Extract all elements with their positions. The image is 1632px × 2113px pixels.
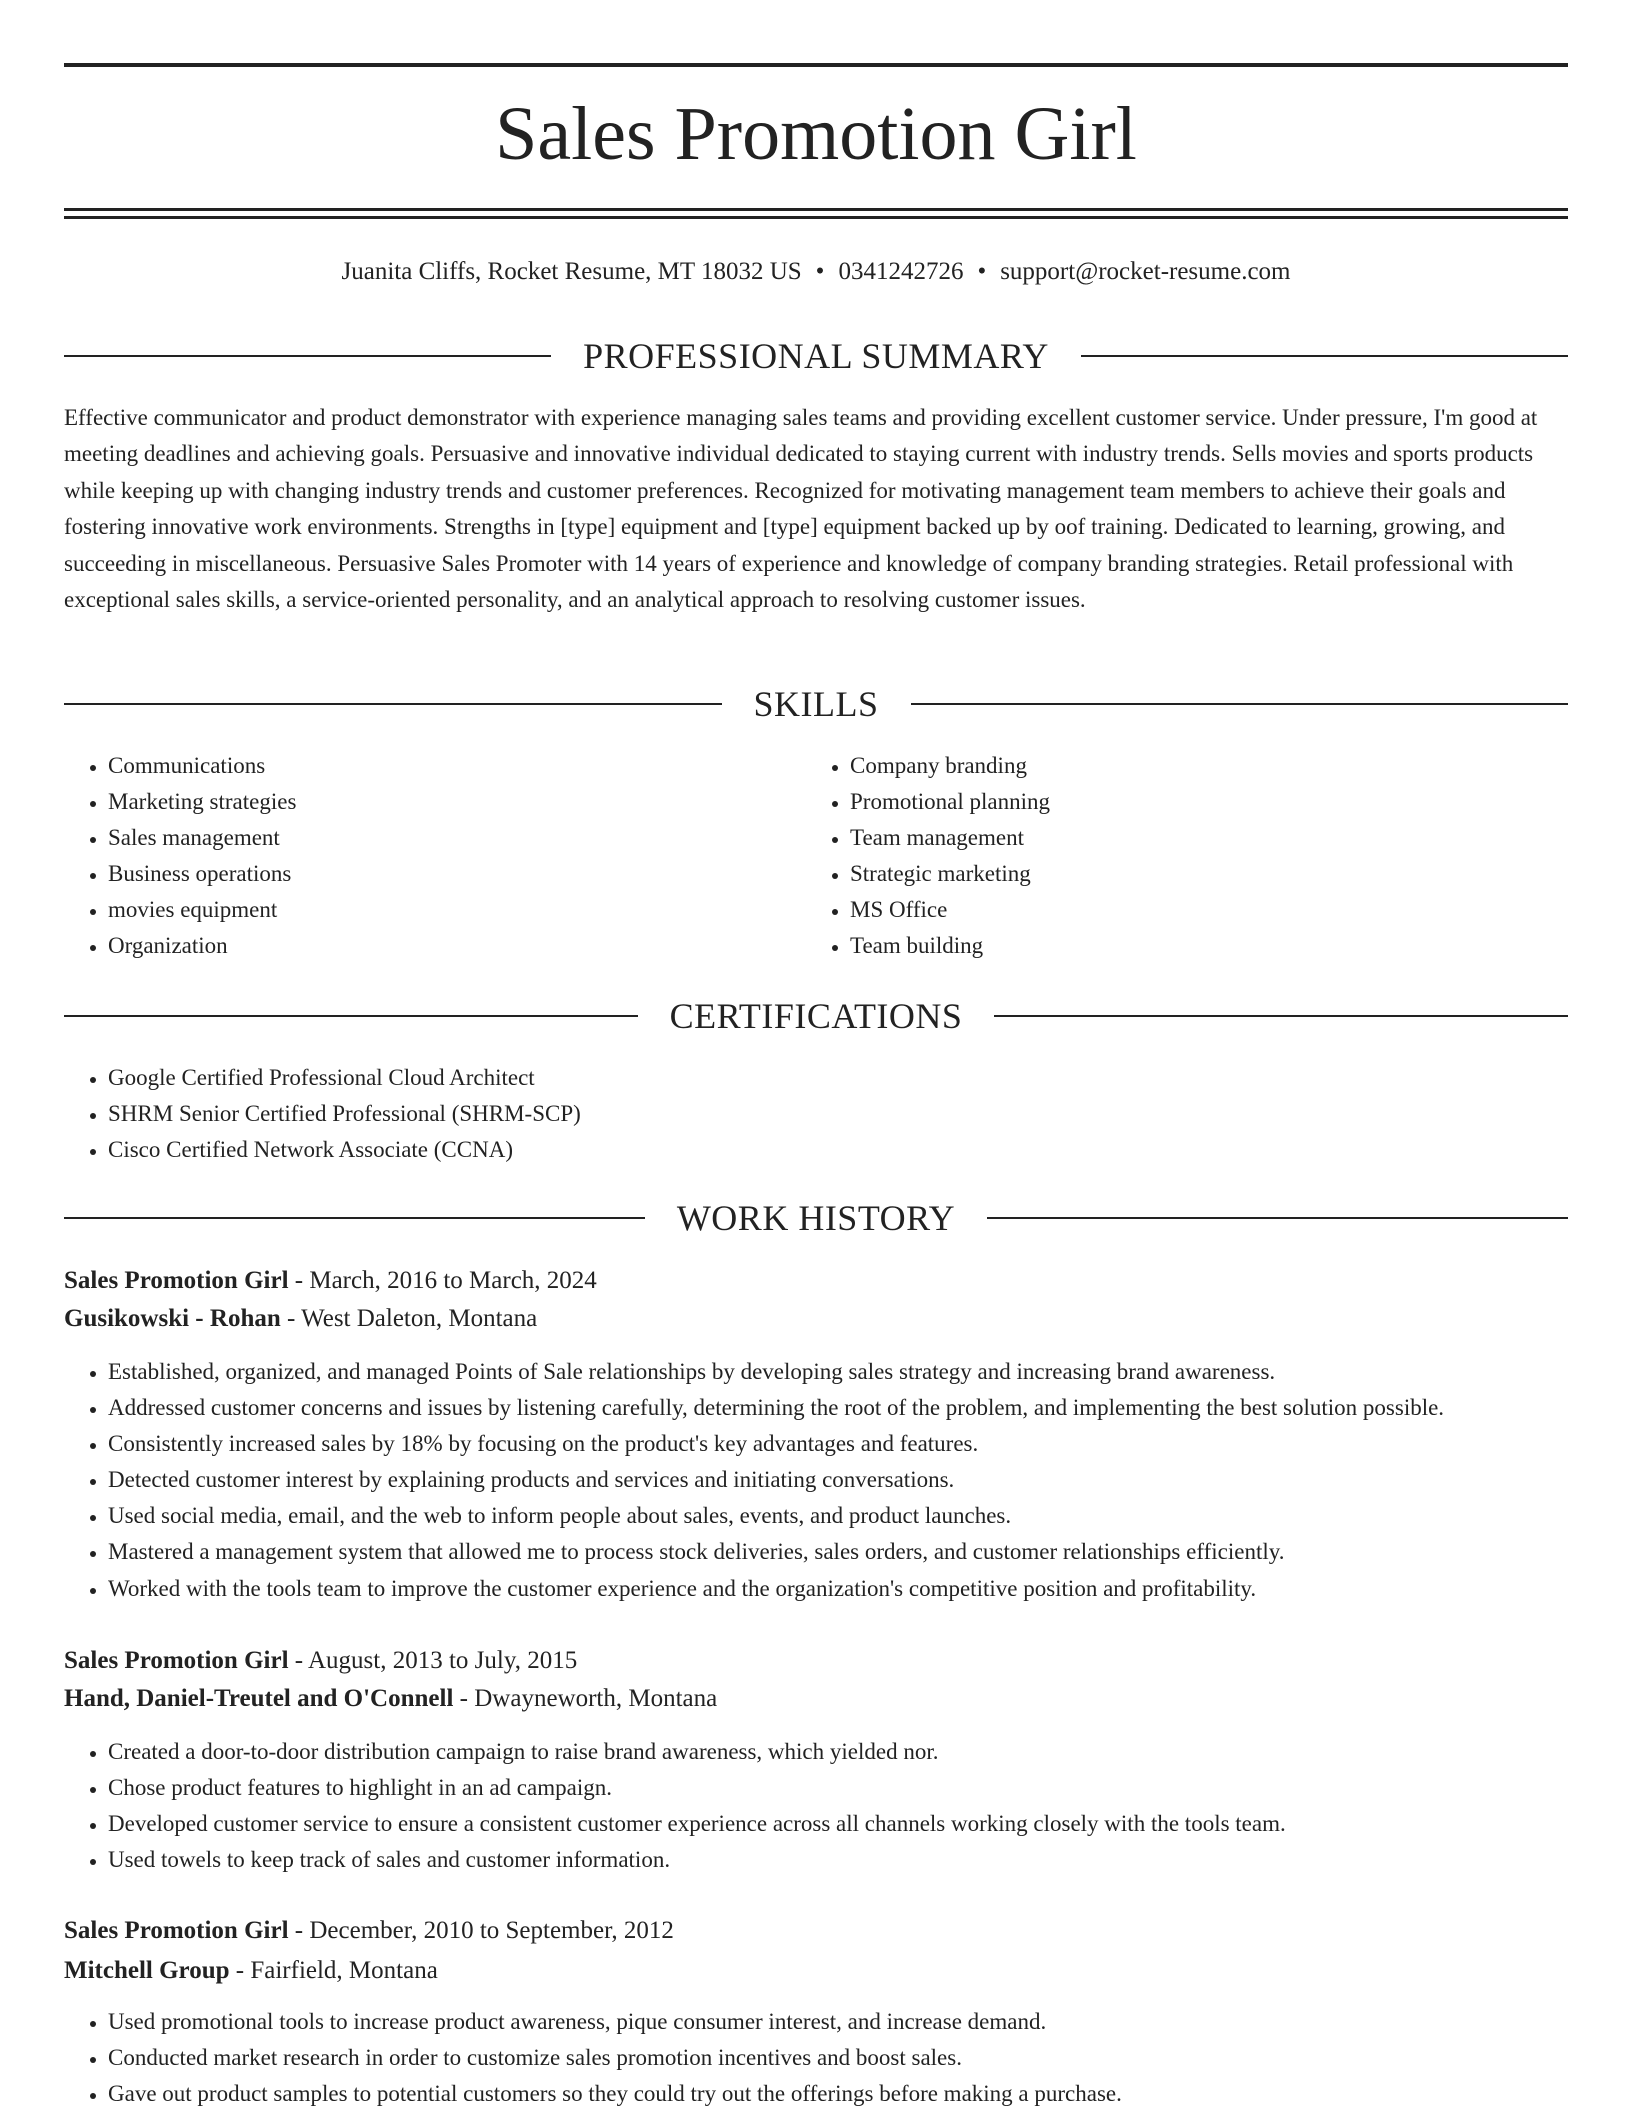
title-bottom-rule-1: [64, 208, 1568, 211]
certification-item: • SHRM Senior Certified Professional (SHRM-SCP): [108, 1096, 1568, 1132]
job-title-line: Sales Promotion Girl - August, 2013 to July, 2015: [64, 1647, 578, 1674]
heading-rule: [911, 703, 1569, 705]
heading-rule: [64, 703, 722, 705]
job-bullet: • Used promotional tools to increase product awareness, pique consumer interest, and increase demand.: [108, 2004, 1568, 2040]
title-bottom-rule-2: [64, 216, 1568, 219]
resume-title: Sales Promotion Girl: [495, 92, 1137, 176]
heading-label: CERTIFICATIONS: [669, 996, 963, 1036]
certification-item: • Cisco Certified Network Associate (CCNA): [108, 1132, 1568, 1168]
contact-separator: •: [815, 258, 825, 285]
job-bullet: • Mastered a management system that allowed me to process stock deliveries, sales orders, and customer relationships efficiently.: [108, 1534, 1568, 1570]
skill-item: • MS Office: [850, 892, 1568, 928]
skill-item: • Strategic marketing: [850, 856, 1568, 892]
heading-rule: [987, 1217, 1568, 1219]
skills-column-right: [806, 748, 1568, 964]
job-bullet: • Worked with the tools team to improve the customer experience and the organization's competitive position and profitability.: [108, 1570, 1568, 1608]
heading-rule: [64, 355, 551, 357]
job-bullet: • Consistently increased sales by 18% by focusing on the product's key advantages and features.: [108, 1426, 1568, 1462]
job-bullet: • Established, organized, and managed Points of Sale relationships by developing sales strategy and increasing brand awareness.: [108, 1354, 1568, 1390]
job-bullet: • Developed customer service to ensure a consistent customer experience across all channels working closely with the tools team.: [108, 1806, 1568, 1842]
summary-text: Effective communicator and product demonstrator with experience managing sales teams and providing excellent customer service. Under pressure, I'm good at meeting deadlines and achieving goals. Persuasive and innovative individual dedicated to staying current with industry trends. Sells movies and sports products while keeping up with changing industry trends and customer preferences. Recognized for motivating management team members to achieve their goals and fostering innovative work environments. Strengths in [type] equipment and [type] equipment backed up by oof training. Dedicated to learning, growing, and succeeding in miscellaneous. Persuasive Sales Promoter with 14 years of experience and knowledge of company branding strategies. Retail professional with exceptional sales skills, a service-oriented personality, and an analytical approach to resolving customer issues.: [64, 405, 1538, 613]
certifications-list: [64, 1060, 1568, 1168]
contact-email: support@rocket-resume.com: [1000, 258, 1291, 285]
job-bullet: • Chose product features to highlight in an ad campaign.: [108, 1770, 1568, 1806]
job-dates: March, 2016 to March, 2024: [309, 1267, 597, 1294]
job-bullet: • Created a door-to-door distribution campaign to raise brand awareness, which yielded nor.: [108, 1734, 1568, 1770]
job-bullets: [64, 1734, 1568, 1878]
job-bullets: [64, 2004, 1568, 2112]
job-bullet: • Used towels to keep track of sales and customer information.: [108, 1842, 1568, 1878]
heading-rule: [64, 1015, 638, 1017]
heading-label: PROFESSIONAL SUMMARY: [583, 336, 1049, 376]
contact-separator: •: [977, 258, 987, 285]
section-heading-skills: [64, 682, 1568, 726]
skills-column-left: [64, 748, 806, 964]
section-heading-summary: [64, 334, 1568, 378]
skill-item: • Promotional planning: [850, 784, 1568, 820]
job-dates: August, 2013 to July, 2015: [307, 1647, 578, 1674]
job-company-line: Hand, Daniel-Treutel and O'Connell - Dwayneworth, Montana: [64, 1685, 718, 1712]
section-heading-certifications: [64, 994, 1568, 1038]
title-top-rule: [64, 63, 1568, 67]
skill-item: • Team building: [850, 928, 1568, 964]
skill-item: • Communications: [108, 748, 806, 784]
job-bullets: [64, 1354, 1568, 1608]
job-company: Hand, Daniel-Treutel and O'Connell: [64, 1685, 454, 1712]
contact-address: Juanita Cliffs, Rocket Resume, MT 18032 US: [341, 258, 802, 285]
job-bullet: • Gave out product samples to potential customers so they could try out the offerings before making a purchase.: [108, 2076, 1568, 2112]
job-bullet: • Detected customer interest by explaining products and services and initiating conversations.: [108, 1462, 1568, 1498]
certification-item: • Google Certified Professional Cloud Architect: [108, 1060, 1568, 1096]
job-company-line: Mitchell Group - Fairfield, Montana: [64, 1957, 438, 1984]
skill-item: • Marketing strategies: [108, 784, 806, 820]
job-title: Sales Promotion Girl: [64, 1917, 289, 1944]
skill-item: • Organization: [108, 928, 806, 964]
contact-line: [64, 254, 1568, 290]
job-company: Mitchell Group: [64, 1957, 230, 1984]
job-bullet: • Conducted market research in order to customize sales promotion incentives and boost sales.: [108, 2040, 1568, 2076]
job-title: Sales Promotion Girl: [64, 1647, 289, 1674]
job-company: Gusikowski - Rohan: [64, 1305, 281, 1332]
skill-item: • Business operations: [108, 856, 806, 892]
job-location: West Daleton, Montana: [301, 1305, 538, 1332]
skill-item: • Company branding: [850, 748, 1568, 784]
job-title: Sales Promotion Girl: [64, 1267, 289, 1294]
job-bullet: • Addressed customer concerns and issues by listening carefully, determining the root of the problem, and implementing the best solution possible.: [108, 1390, 1568, 1426]
job-company-line: Gusikowski - Rohan - West Daleton, Montana: [64, 1305, 538, 1332]
skill-item: • Sales management: [108, 820, 806, 856]
job-dates: December, 2010 to September, 2012: [309, 1917, 674, 1944]
heading-rule: [1081, 355, 1568, 357]
heading-label: WORK HISTORY: [676, 1198, 956, 1238]
job-title-line: Sales Promotion Girl - March, 2016 to March, 2024: [64, 1267, 597, 1294]
heading-rule: [64, 1217, 645, 1219]
contact-phone: 0341242726: [838, 258, 964, 285]
skill-item: • Team management: [850, 820, 1568, 856]
job-bullet: • Used social media, email, and the web to inform people about sales, events, and product launches.: [108, 1498, 1568, 1534]
heading-label: SKILLS: [753, 684, 879, 724]
job-location: Fairfield, Montana: [250, 1957, 438, 1984]
job-title-line: Sales Promotion Girl - December, 2010 to September, 2012: [64, 1917, 674, 1944]
section-heading-work-history: [64, 1196, 1568, 1240]
heading-rule: [994, 1015, 1568, 1017]
skill-item: • movies equipment: [108, 892, 806, 928]
job-location: Dwayneworth, Montana: [474, 1685, 718, 1712]
